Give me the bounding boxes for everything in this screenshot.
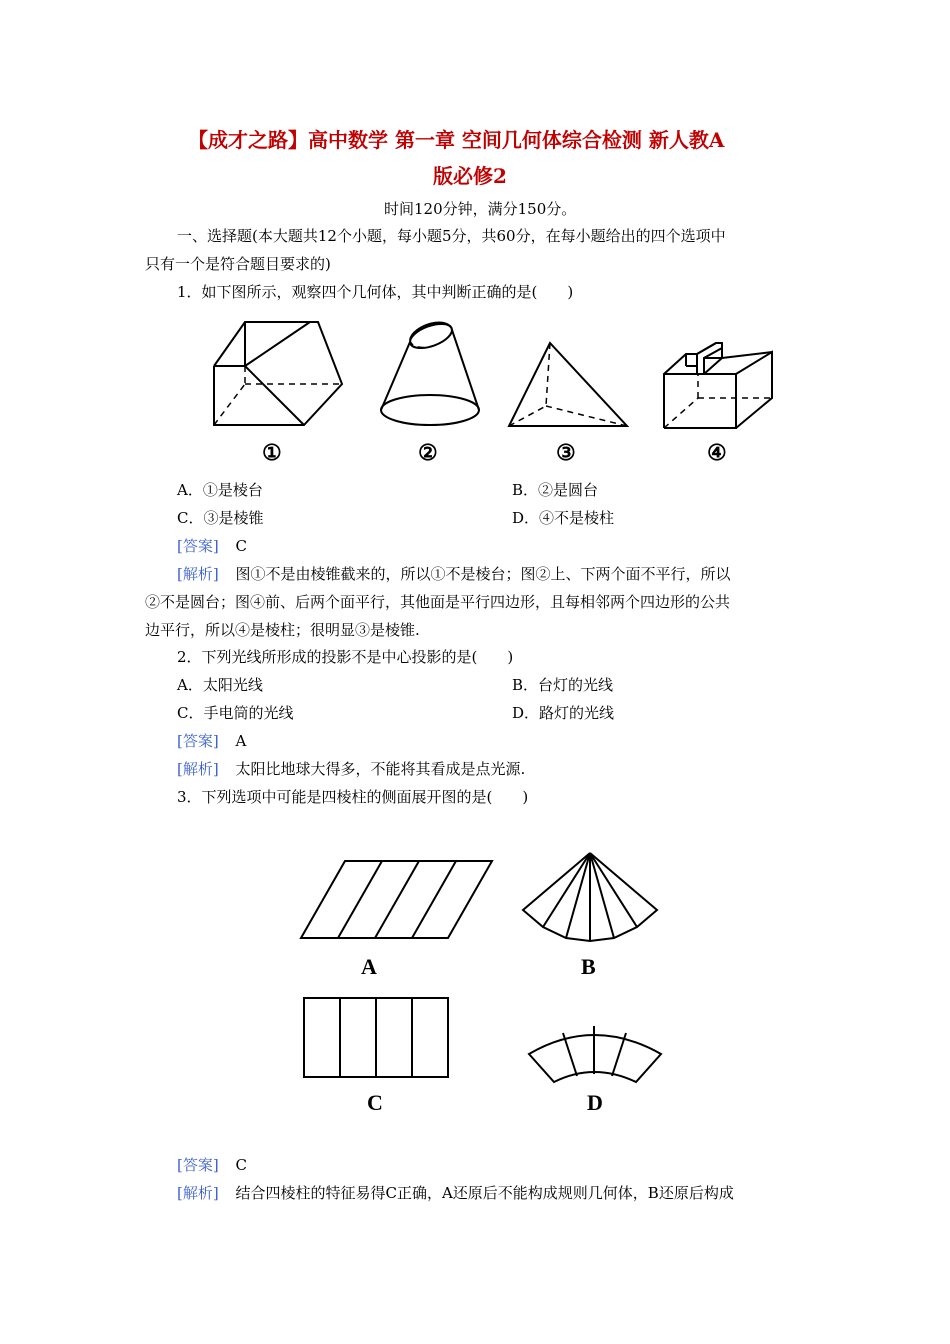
q2-option-a: A．太阳光线 [177,676,263,694]
q1-analysis-line1: 图①不是由棱锥截来的，所以①不是棱台；图②上、下两个面不平行，所以 [235,565,731,583]
q3-figure-label-a: A [361,954,377,979]
question-1-stem: 1．如下图所示，观察四个几何体，其中判断正确的是( ) [177,283,574,301]
q1-answer: C [235,537,247,555]
q1-figure-2 [376,318,486,433]
q1-option-a: A．①是棱台 [177,481,263,499]
q1-answer-row [177,532,247,560]
q1-answer-tag: [答案] [177,537,219,555]
q1-option-c: C．③是棱锥 [177,509,264,527]
q1-option-b: B．②是圆台 [512,481,599,499]
q2-answer-row [177,727,246,755]
q3-analysis-row [177,1179,734,1207]
q3-figure-c [302,996,450,1079]
q2-option-b: B．台灯的光线 [512,676,614,694]
q2-analysis-tag: [解析] [177,760,219,778]
section-heading: 一、选择题(本大题共12个小题，每小题5分，共60分，在每小题给出的四个选项中 [177,227,726,245]
q3-answer-tag: [答案] [177,1156,219,1174]
q3-answer: C [235,1156,247,1174]
q3-figure-b [520,850,660,945]
q3-answer-row [177,1151,247,1179]
question-2-stem: 2．下列光线所形成的投影不是中心投影的是( ) [177,648,514,666]
q1-figure-label-4: ④ [707,440,727,465]
section-heading-line2: 只有一个是符合题目要求的) [145,255,331,273]
q1-figure-label-1: ① [262,440,282,465]
q3-figure-label-d: D [587,1090,603,1115]
q1-option-d: D．④不是棱柱 [512,509,615,527]
q2-answer: A [235,732,247,750]
q2-option-c: C．手电筒的光线 [177,704,294,722]
q1-figure-4 [660,340,778,432]
question-3-stem: 3．下列选项中可能是四棱柱的侧面展开图的是( ) [177,788,529,806]
q1-figure-3 [506,340,632,432]
q2-analysis-row [177,755,525,783]
q2-option-d: D．路灯的光线 [512,704,615,722]
q3-analysis-tag: [解析] [177,1184,219,1202]
q1-analysis-tag: [解析] [177,565,219,583]
q1-figure-1 [200,318,350,433]
q3-figure-label-b: B [581,954,596,979]
page-title: 【成才之路】高中数学 第一章 空间几何体综合检测 新人教A [188,128,725,152]
q1-analysis-line2: ②不是圆台；图④前、后两个面平行，其他面是平行四边形，且每相邻两个四边形的公共 [145,593,731,611]
q3-figure-d [526,1018,664,1084]
q1-analysis-row [177,560,731,588]
page-title-line2: 版必修2 [433,164,507,188]
q3-figure-a [298,858,496,942]
q1-figure-label-2: ② [418,440,438,465]
q3-figure-label-c: C [367,1090,383,1115]
q3-analysis: 结合四棱柱的特征易得C正确，A还原后不能构成规则几何体，B还原后构成 [235,1184,734,1202]
q1-analysis-line3: 边平行，所以④是棱柱；很明显③是棱锥. [145,621,420,639]
q1-figure-label-3: ③ [556,440,576,465]
q2-analysis: 太阳比地球大得多，不能将其看成是点光源. [235,760,526,778]
time-note: 时间120分钟，满分150分。 [384,200,577,218]
q2-answer-tag: [答案] [177,732,219,750]
